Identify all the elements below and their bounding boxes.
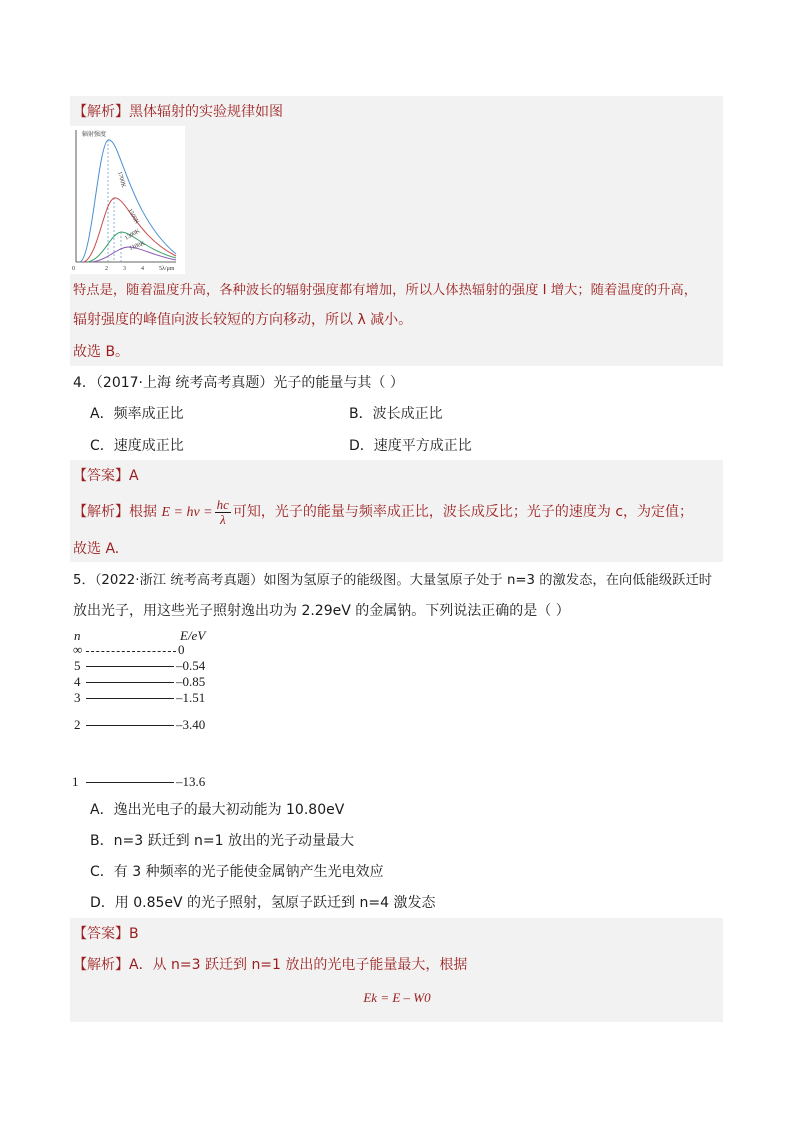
level-n-1: 1 — [72, 774, 79, 789]
q4-option-d: D．速度平方成正比 — [349, 438, 472, 454]
level-e-4: –0.85 — [176, 674, 206, 689]
q5-option-a: A．逸出光电子的最大初动能为 10.80eV — [90, 802, 345, 818]
q5-stem-line-2: 放出光子，用这些光子照射逸出功为 2.29eV 的金属钠。下列说法正确的是（ ） — [73, 603, 570, 619]
n-header: n — [74, 628, 81, 643]
answer-tag: 【答案】 — [73, 468, 129, 484]
curve-label-1100k: 1100K — [128, 240, 146, 252]
analysis-pre: 根据 — [129, 504, 157, 520]
level-e-5: –0.54 — [176, 658, 206, 673]
curve-label-1300k: 1300K — [124, 228, 142, 242]
level-n-4: 4 — [74, 674, 81, 689]
level-e-inf: 0 — [178, 642, 185, 657]
q5-analysis — [73, 955, 467, 975]
y-axis-label: 辐射强度 — [82, 132, 107, 138]
level-line-inf — [86, 651, 176, 652]
level-e-2: –3.40 — [176, 717, 206, 732]
answer-value: B — [129, 926, 139, 942]
analysis-tag: 【解析】 — [73, 104, 129, 120]
x-tick-5: 5 — [159, 266, 162, 272]
q4-option-b: B．波长成正比 — [349, 406, 443, 422]
analysis-heading-text: 黑体辐射的实验规律如图 — [129, 104, 283, 120]
level-line-1 — [86, 782, 174, 783]
formula-lhs: E = hν = — [161, 505, 213, 520]
level-n-inf: ∞ — [73, 642, 83, 657]
curve-label-1700k: 1700K — [116, 170, 127, 189]
q4-answer — [73, 466, 139, 486]
level-n-5: 5 — [74, 658, 81, 673]
level-line-2 — [86, 725, 174, 726]
level-line-4 — [86, 682, 174, 683]
analysis-post: 可知，光子的能量与频率成正比，波长成反比；光子的速度为 c，为定值； — [232, 504, 694, 520]
answer-value: A — [129, 468, 139, 484]
level-n-3: 3 — [74, 690, 81, 705]
level-e-3: –1.51 — [176, 690, 206, 705]
analysis-tag: 【解析】 — [73, 504, 129, 520]
answer-tag: 【答案】 — [73, 926, 129, 942]
q5-option-b: B．n=3 跃迁到 n=1 放出的光子动量最大 — [90, 833, 354, 849]
level-line-3 — [86, 698, 174, 699]
q4-option-c: C．速度成正比 — [90, 438, 184, 454]
q4-stem: 4．（2017·上海 统考高考真题）光子的能量与其（ ） — [73, 375, 404, 391]
analysis-text: A．从 n=3 跃迁到 n=1 放出的光电子能量最大，根据 — [129, 957, 468, 973]
level-e-1: –13.6 — [176, 774, 206, 789]
formula-fraction — [215, 498, 231, 527]
formula-denominator: λ — [219, 511, 226, 527]
q5-option-c: C．有 3 种频率的光子能使金属钠产生光电效应 — [90, 864, 384, 880]
x-axis-label: λ/μm — [162, 266, 175, 272]
e-header: E/eV — [180, 628, 206, 643]
q3-analysis-line-1: 特点是，随着温度升高，各种波长的辐射强度都有增加，所以人体热辐射的强度 I 增大；随着温度的升高， — [73, 283, 698, 298]
q5-stem-line-1: 5．（2022·浙江 统考高考真题）如图为氢原子的能级图。大量氢原子处于 n=3 的激发态，在向低能级跃迁时 — [73, 573, 713, 588]
q3-analysis-heading — [73, 102, 283, 122]
level-line-5 — [86, 666, 174, 667]
q4-analysis — [73, 496, 693, 529]
q4-option-a: A．频率成正比 — [90, 406, 184, 422]
x-tick-0: 0 — [72, 266, 75, 272]
q4-conclusion: 故选 A. — [73, 541, 120, 557]
level-n-2: 2 — [74, 717, 81, 732]
x-tick-2: 2 — [105, 266, 108, 272]
q5-option-d: D．用 0.85eV 的光子照射，氢原子跃迁到 n=4 激发态 — [90, 895, 436, 911]
x-tick-3: 3 — [123, 266, 126, 272]
q5-answer — [73, 924, 139, 944]
formula-numerator: hc — [216, 496, 229, 512]
q3-analysis-line-2: 辐射强度的峰值向波长较短的方向移动，所以 λ 减小。 — [73, 312, 413, 328]
hydrogen-energy-level-diagram — [70, 626, 230, 796]
q3-conclusion: 故选 B。 — [73, 344, 130, 360]
q5-formula: Ek = E – W0 — [363, 990, 431, 1005]
curve-label-1500k: 1500K — [126, 208, 140, 226]
analysis-tag: 【解析】 — [73, 957, 129, 973]
x-tick-4: 4 — [141, 266, 144, 272]
blackbody-radiation-chart — [70, 126, 185, 274]
